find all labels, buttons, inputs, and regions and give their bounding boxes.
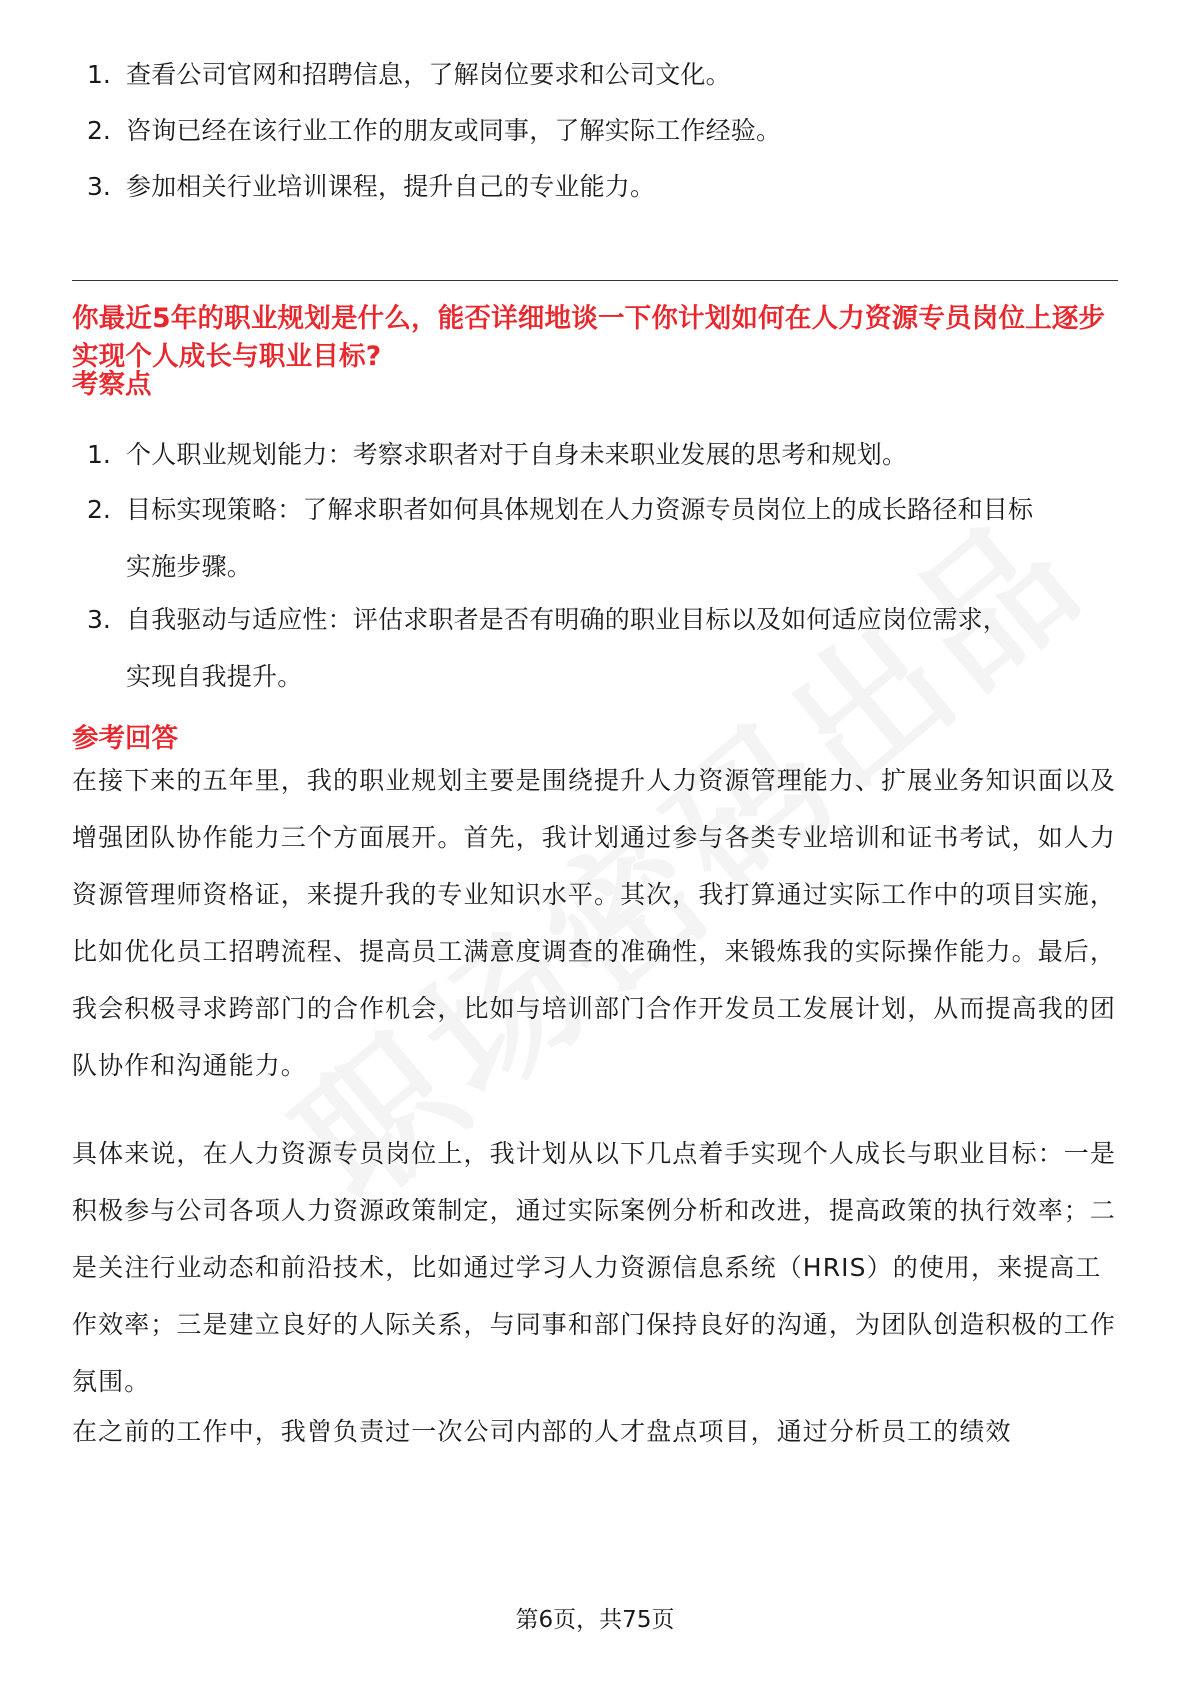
list-text: 查看公司官网和招聘信息，了解岗位要求和公司文化。 bbox=[126, 60, 731, 89]
list-item bbox=[0, 167, 1190, 207]
list-item bbox=[0, 55, 1190, 95]
focus-heading: 考察点 bbox=[72, 369, 152, 400]
answer-paragraph: 在接下来的五年里，我的职业规划主要是围绕提升人力资源管理能力、扩展业务知识面以及增强团队协作能力三个方面展开。首先，我计划通过参与各类专业培训和证书考试，如人力资源管理师资格证，来提升我的专业知识水平。其次，我打算通过实际工作中的项目实施，比如优化员工招聘流程、提高员工满意度调查的准确性，来锻炼我的实际操作能力。最后，我会积极寻求跨部门的合作机会，比如与培训部门合作开发员工发展计划，从而提高我的团队协作和沟通能力。 bbox=[72, 766, 1117, 1080]
list-number: 1. bbox=[87, 60, 111, 89]
list-number: 3. bbox=[87, 172, 111, 201]
list-number: 3. bbox=[87, 605, 111, 634]
list-item bbox=[0, 111, 1190, 151]
answer-heading: 参考回答 bbox=[72, 723, 178, 754]
list-number: 2. bbox=[87, 495, 111, 524]
section-divider bbox=[72, 280, 1118, 281]
answer-paragraph: 具体来说，在人力资源专员岗位上，我计划从以下几点着手实现个人成长与职业目标：一是积极参与公司各项人力资源政策制定，通过实际案例分析和改进，提高政策的执行效率；二是关注行业动态和前沿技术，比如通过学习人力资源信息系统（HRIS）的使用，来提高工作效率；三是建立良好的人际关系，与同事和部门保持良好的沟通，为团队创造积极的工作氛围。 bbox=[72, 1139, 1117, 1396]
list-text: 咨询已经在该行业工作的朋友或同事，了解实际工作经验。 bbox=[126, 116, 782, 145]
list-number: 2. bbox=[87, 116, 111, 145]
answer-paragraph: 在之前的工作中，我曾负责过一次公司内部的人才盘点项目，通过分析员工的绩效 bbox=[72, 1417, 1012, 1446]
list-text: 目标实现策略：了解求职者如何具体规划在人力资源专员岗位上的成长路径和目标实施步骤。 bbox=[126, 495, 1034, 581]
list-number: 1. bbox=[87, 440, 111, 469]
list-text: 自我驱动与适应性：评估求职者是否有明确的职业目标以及如何适应岗位需求，实现自我提升。 bbox=[126, 605, 1009, 691]
page-number: 第6页，共75页 bbox=[515, 1607, 675, 1633]
question-title: 你最近5年的职业规划是什么，能否详细地谈一下你计划如何在人力资源专员岗位上逐步实现个人成长与职业目标? bbox=[72, 303, 1106, 372]
list-text: 个人职业规划能力：考察求职者对于自身未来职业发展的思考和规划。 bbox=[126, 440, 908, 469]
list-text: 参加相关行业培训课程，提升自己的专业能力。 bbox=[126, 172, 656, 201]
